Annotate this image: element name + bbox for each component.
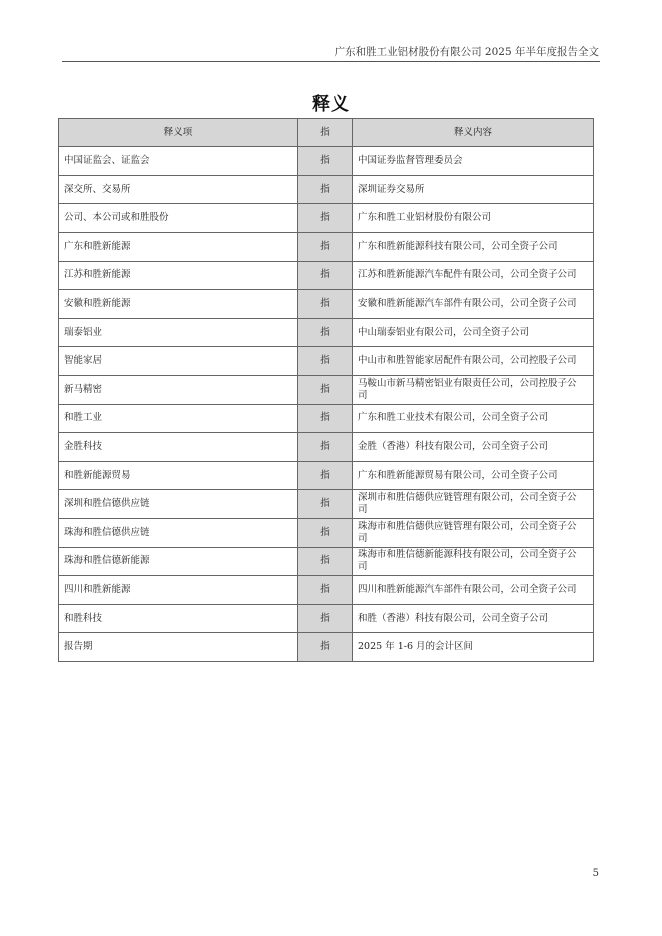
term-cell: 珠海和胜信德新能源 (59, 547, 298, 576)
meaning-cell: 珠海市和胜信德新能源科技有限公司，公司全资子公司 (353, 547, 594, 576)
table-row (59, 175, 594, 204)
meaning-cell: 中国证券监督管理委员会 (353, 147, 594, 176)
table-row (59, 318, 594, 347)
ref-cell: 指 (298, 433, 353, 462)
page-title: 释义 (312, 94, 350, 115)
running-header: 广东和胜工业铝材股份有限公司 2025 年半年度报告全文 (334, 46, 599, 58)
column-header-meaning: 释义内容 (353, 119, 594, 147)
meaning-cell: 广东和胜工业铝材股份有限公司 (353, 204, 594, 233)
term-cell: 和胜科技 (59, 604, 298, 633)
term-cell: 深圳和胜信德供应链 (59, 490, 298, 519)
term-cell: 和胜新能源贸易 (59, 461, 298, 490)
ref-cell: 指 (298, 204, 353, 233)
table-row (59, 233, 594, 262)
definitions-table (58, 118, 594, 662)
term-cell: 安徽和胜新能源 (59, 290, 298, 319)
ref-cell: 指 (298, 376, 353, 405)
meaning-cell: 2025 年 1-6 月的会计区间 (353, 633, 594, 662)
table-row (59, 604, 594, 633)
table-row (59, 347, 594, 376)
table-row (59, 404, 594, 433)
table-header-row (59, 119, 594, 147)
term-cell: 报告期 (59, 633, 298, 662)
meaning-cell: 四川和胜新能源汽车部件有限公司，公司全资子公司 (353, 576, 594, 605)
meaning-cell: 江苏和胜新能源汽车配件有限公司，公司全资子公司 (353, 261, 594, 290)
ref-cell: 指 (298, 175, 353, 204)
meaning-cell: 金胜（香港）科技有限公司，公司全资子公司 (353, 433, 594, 462)
ref-cell: 指 (298, 261, 353, 290)
ref-cell: 指 (298, 290, 353, 319)
table-row (59, 261, 594, 290)
term-cell: 和胜工业 (59, 404, 298, 433)
ref-cell: 指 (298, 604, 353, 633)
term-cell: 四川和胜新能源 (59, 576, 298, 605)
term-cell: 公司、本公司或和胜股份 (59, 204, 298, 233)
ref-cell: 指 (298, 233, 353, 262)
meaning-cell: 广东和胜新能源科技有限公司，公司全资子公司 (353, 233, 594, 262)
meaning-cell: 马鞍山市新马精密铝业有限责任公司，公司控股子公司 (353, 376, 594, 405)
meaning-cell: 中山市和胜智能家居配件有限公司，公司控股子公司 (353, 347, 594, 376)
ref-cell: 指 (298, 347, 353, 376)
term-cell: 深交所、交易所 (59, 175, 298, 204)
table-row (59, 576, 594, 605)
term-cell: 金胜科技 (59, 433, 298, 462)
page-number: 5 (592, 868, 599, 879)
term-cell: 智能家居 (59, 347, 298, 376)
table-row (59, 633, 594, 662)
term-cell: 瑞泰铝业 (59, 318, 298, 347)
table-row (59, 519, 594, 548)
column-header-term: 释义项 (59, 119, 298, 147)
meaning-cell: 中山瑞泰铝业有限公司，公司全资子公司 (353, 318, 594, 347)
ref-cell: 指 (298, 519, 353, 548)
table-row (59, 461, 594, 490)
ref-cell: 指 (298, 318, 353, 347)
ref-cell: 指 (298, 490, 353, 519)
table-row (59, 204, 594, 233)
meaning-cell: 深圳证券交易所 (353, 175, 594, 204)
term-cell: 新马精密 (59, 376, 298, 405)
column-header-ref: 指 (298, 119, 353, 147)
meaning-cell: 和胜（香港）科技有限公司，公司全资子公司 (353, 604, 594, 633)
ref-cell: 指 (298, 633, 353, 662)
meaning-cell: 珠海市和胜信德供应链管理有限公司，公司全资子公司 (353, 519, 594, 548)
ref-cell: 指 (298, 576, 353, 605)
header-divider (62, 61, 600, 62)
term-cell: 珠海和胜信德供应链 (59, 519, 298, 548)
ref-cell: 指 (298, 461, 353, 490)
meaning-cell: 广东和胜工业技术有限公司，公司全资子公司 (353, 404, 594, 433)
table-row (59, 433, 594, 462)
table-row (59, 290, 594, 319)
meaning-cell: 深圳市和胜信德供应链管理有限公司，公司全资子公司 (353, 490, 594, 519)
ref-cell: 指 (298, 404, 353, 433)
table-row (59, 376, 594, 405)
table-row (59, 490, 594, 519)
ref-cell: 指 (298, 547, 353, 576)
meaning-cell: 安徽和胜新能源汽车部件有限公司，公司全资子公司 (353, 290, 594, 319)
table-body (59, 147, 594, 662)
term-cell: 江苏和胜新能源 (59, 261, 298, 290)
ref-cell: 指 (298, 147, 353, 176)
term-cell: 中国证监会、证监会 (59, 147, 298, 176)
table-row (59, 147, 594, 176)
table-row (59, 547, 594, 576)
term-cell: 广东和胜新能源 (59, 233, 298, 262)
meaning-cell: 广东和胜新能源贸易有限公司，公司全资子公司 (353, 461, 594, 490)
